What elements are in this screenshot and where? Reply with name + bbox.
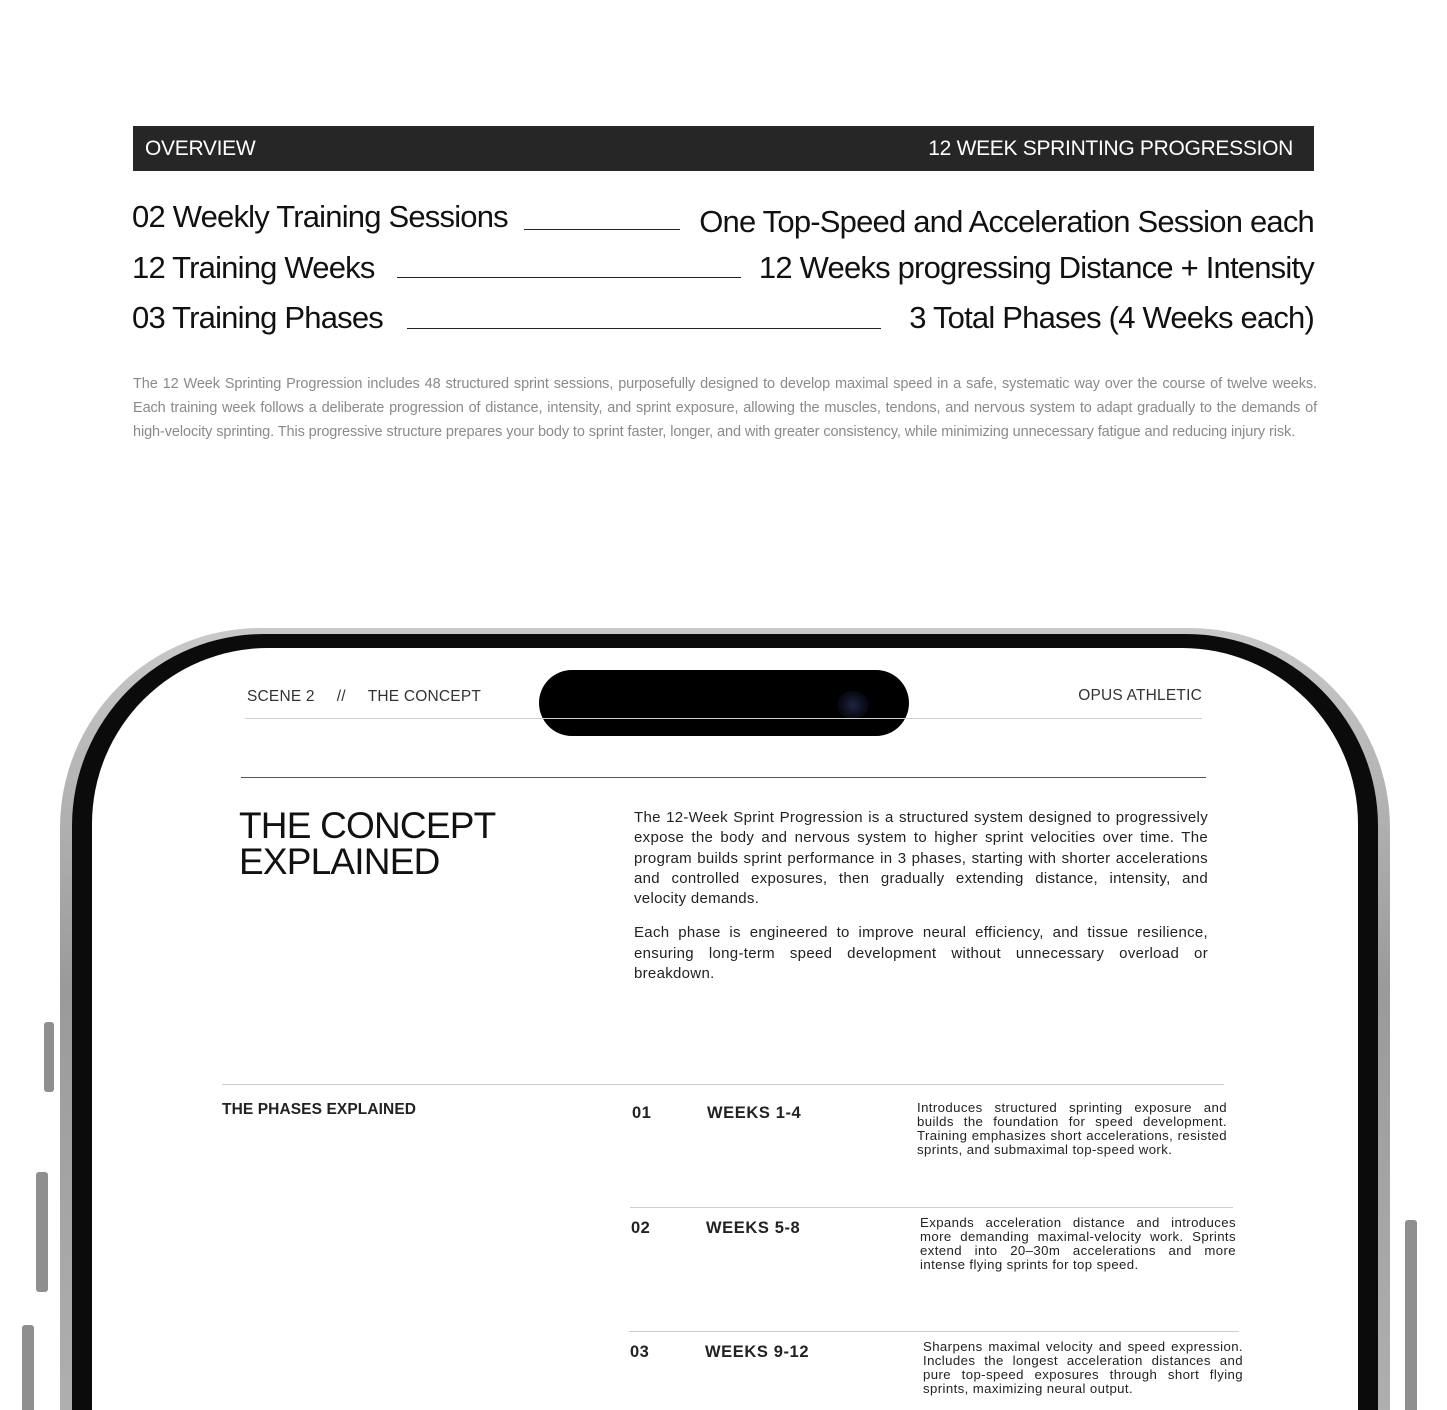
stat-row-weeks [132,246,1314,290]
volume-up-button [36,1172,48,1292]
stat-divider [524,229,680,230]
phase-number: 03 [630,1343,650,1361]
header-divider [245,718,1202,719]
stat-left: 12 Training Weeks [132,250,375,285]
phone-screen [92,648,1358,1410]
scene-label: SCENE 2 [247,688,315,705]
stat-right: One Top-Speed and Acceleration Session each [699,204,1314,239]
phase-number: 01 [632,1104,652,1122]
action-button [44,1022,54,1092]
concept-body [634,808,1208,984]
power-button [1405,1220,1417,1410]
phase-divider [629,1331,1239,1332]
overview-label: OVERVIEW [145,136,256,160]
stat-right: 3 Total Phases (4 Weeks each) [909,300,1314,335]
stat-left: 02 Weekly Training Sessions [132,199,508,234]
volume-down-button [22,1325,34,1410]
program-title: 12 WEEK SPRINTING PROGRESSION [928,136,1293,160]
intro-paragraph: The 12 Week Sprinting Progression includes 48 structured sprint sessions, purposefully designed to develop maximal speed in a safe, systematic way over the course of twelve weeks. Each training week follows a deliberate progression of distance, intensity, and sprint exposure, allowing the muscles, tendons, and nervous system to adapt gradually to the demands of high-velocity sprinting. This progressive structure prepares your body to sprint faster, longer, and with greater consistency, while minimizing unnecessary fatigue and reducing injury risk. [133,376,1317,440]
section-divider [241,777,1206,778]
stat-row-phases [132,296,1314,340]
concept-paragraph-1: The 12-Week Sprint Progression is a structured system designed to progressively expose the body and nervous system to higher sprint velocities over time. The program builds sprint performance in 3 phases, starting with shorter accelerations and controlled exposures, then gradually extending distance, intensity, and velocity demands. [634,809,1208,908]
stat-left: 03 Training Phases [132,300,383,335]
overview-bar [133,126,1314,171]
concept-title [239,805,569,882]
phase-description: Introduces structured sprinting exposure and builds the foundation for speed development. Training emphasizes short accelerations, resisted sprints, and submaximal top-speed work. [917,1100,1227,1157]
phases-divider [222,1084,1224,1085]
phase-description: Expands acceleration distance and introduces more demanding maximal-velocity work. Sprints extend into 20–30m accelerations and more intense flying sprints for top speed. [920,1215,1236,1272]
concept-title-line2: EXPLAINED [239,841,440,882]
concept-paragraph-2: Each phase is engineered to improve neural efficiency, and tissue resilience, ensuring long-term speed development without unnecessary overload or breakdown. [634,924,1208,983]
phase-weeks: WEEKS 1-4 [707,1104,802,1122]
stat-divider [397,277,741,278]
stat-row-sessions [132,198,1314,242]
phase-number: 02 [631,1219,651,1237]
phase-description: Sharpens maximal velocity and speed expression. Includes the longest acceleration distances and pure top-speed exposures through short flying sprints, maximizing neural output. [923,1339,1243,1396]
brand-name: OPUS ATHLETIC [1078,687,1202,704]
breadcrumb [247,688,481,706]
stat-right: 12 Weeks progressing Distance + Intensity [758,250,1314,285]
phase-divider [630,1207,1233,1208]
breadcrumb-separator: // [336,688,346,705]
stat-divider [407,328,881,329]
section-label: THE CONCEPT [367,688,482,705]
concept-title-line1: THE CONCEPT [239,805,496,846]
camera-icon [837,691,869,719]
phase-weeks: WEEKS 9-12 [705,1343,810,1361]
phases-label: THE PHASES EXPLAINED [222,1101,417,1118]
phase-weeks: WEEKS 5-8 [706,1219,801,1237]
